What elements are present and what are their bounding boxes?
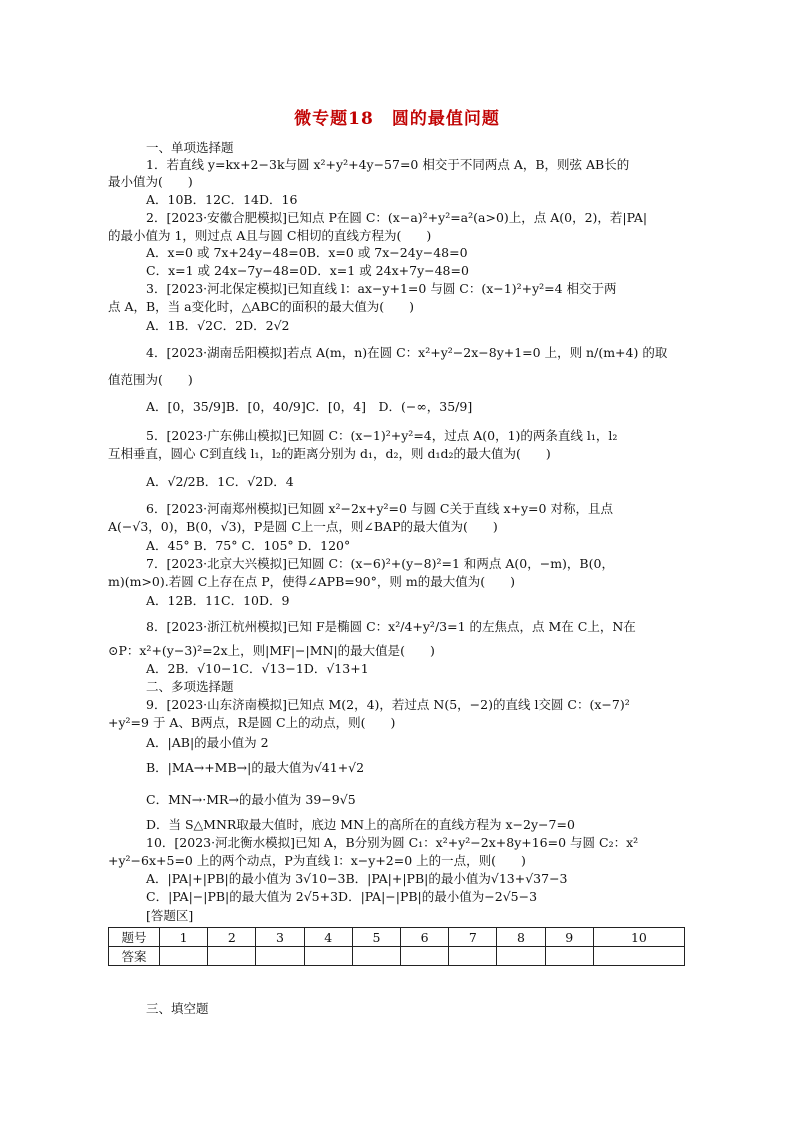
question-5-line-1: 5．[2023·广东佛山模拟]已知圆 C：(x−1)²+y²=4，过点 A(0，1)的两条直线 l₁，l₂	[146, 428, 618, 443]
section-heading-multi: 二、多项选择题	[146, 679, 234, 694]
question-8-options: A．2B．√10−1C．√13−1D．√13+1	[146, 661, 369, 676]
question-4-options: A．[0，35/9]B．[0，40/9]C．[0，4] D．(−∞，35/9]	[146, 399, 473, 414]
question-5-options: A．√2/2B．1C．√2D．4	[146, 474, 294, 489]
question-10-options-1: A．|PA|+|PB|的最小值为 3√10−3B．|PA|+|PB|的最小值为√13+√37−3	[146, 871, 568, 886]
answer-cell-1[interactable]	[160, 947, 208, 966]
answer-area-label: [答题区]	[146, 908, 194, 923]
col-header-6: 6	[401, 928, 449, 947]
answer-cell-10[interactable]	[593, 947, 684, 966]
question-9-line-2: +y²=9 于 A、B两点，R是圆 C上的动点，则( )	[108, 715, 396, 730]
question-2-line-1: 2．[2023·安徽合肥模拟]已知点 P在圆 C：(x−a)²+y²=a²(a>0)上，点 A(0，2)，若|PA|	[146, 210, 648, 225]
question-2-options-1: A．x=0 或 7x+24y−48=0B．x=0 或 7x−24y−48=0	[146, 245, 468, 260]
answer-cell-8[interactable]	[497, 947, 545, 966]
question-1-line-1: 1．若直线 y=kx+2−3k与圆 x²+y²+4y−57=0 相交于不同两点 A，B，则弦 AB长的	[146, 157, 630, 172]
question-4-line-1: 4．[2023·湖南岳阳模拟]若点 A(m，n)在圆 C：x²+y²−2x−8y+1=0 上，则 n/(m+4) 的取	[146, 345, 668, 360]
col-header-10: 10	[593, 928, 684, 947]
row-label-question-number: 题号	[109, 928, 160, 947]
col-header-8: 8	[497, 928, 545, 947]
question-3-line-2: 点 A，B，当 a变化时，△ABC的面积的最大值为( )	[108, 299, 414, 314]
col-header-5: 5	[352, 928, 400, 947]
question-7-options: A．12B．11C．10D．9	[146, 593, 290, 608]
answer-cell-9[interactable]	[545, 947, 593, 966]
question-9-option-b: B．|MA→+MB→|的最大值为√41+√2	[146, 760, 365, 775]
question-9-option-c: C．MN→·MR→的最小值为 39−9√5	[146, 792, 356, 807]
question-6-options: A．45° B．75° C．105° D．120°	[146, 538, 351, 553]
question-9-option-d: D．当 S△MNR取最大值时，底边 MN上的高所在的直线方程为 x−2y−7=0	[146, 817, 575, 832]
question-10-options-2: C．|PA|−|PB|的最大值为 2√5+3D．|PA|−|PB|的最小值为−2√5−3	[146, 889, 538, 904]
page-title: 微专题18 圆的最值问题	[294, 109, 500, 129]
question-7-line-1: 7．[2023·北京大兴模拟]已知圆 C：(x−6)²+(y−8)²=1 和两点 A(0，−m)，B(0，	[146, 556, 614, 571]
question-6-line-1: 6．[2023·河南郑州模拟]已知圆 x²−2x+y²=0 与圆 C关于直线 x+y=0 对称，且点	[146, 501, 613, 516]
row-label-answer: 答案	[109, 947, 160, 966]
question-7-line-2: m)(m>0).若圆 C上存在点 P，使得∠APB=90°，则 m的最大值为( )	[108, 574, 515, 589]
col-header-4: 4	[304, 928, 352, 947]
col-header-9: 9	[545, 928, 593, 947]
question-1-options: A．10B．12C．14D．16	[146, 192, 298, 207]
answer-cell-4[interactable]	[304, 947, 352, 966]
question-3-options: A．1B．√2C．2D．2√2	[146, 318, 290, 333]
question-10-line-1: 10．[2023·河北衡水模拟]已知 A，B分别为圆 C₁：x²+y²−2x+8y+16=0 与圆 C₂：x²	[146, 835, 639, 850]
question-2-line-2: 的最小值为 1，则过点 A且与圆 C相切的直线方程为( )	[108, 228, 432, 243]
answer-table	[108, 927, 685, 966]
answer-cell-6[interactable]	[401, 947, 449, 966]
question-10-line-2: +y²−6x+5=0 上的两个动点，P为直线 l：x−y+2=0 上的一点，则( )	[108, 853, 526, 868]
question-1-line-2: 最小值为( )	[108, 174, 193, 189]
question-5-line-2: 互相垂直，圆心 C到直线 l₁，l₂的距离分别为 d₁，d₂，则 d₁d₂的最大值为( )	[108, 446, 551, 461]
question-4-line-2: 值范围为( )	[108, 372, 193, 387]
question-2-options-2: C．x=1 或 24x−7y−48=0D．x=1 或 24x+7y−48=0	[146, 263, 469, 278]
answer-table-header-row	[109, 928, 685, 947]
section-heading-fill: 三、填空题	[146, 1001, 209, 1016]
section-heading-single: 一、单项选择题	[146, 140, 234, 155]
answer-cell-3[interactable]	[256, 947, 304, 966]
answer-cell-5[interactable]	[352, 947, 400, 966]
question-8-line-1: 8．[2023·浙江杭州模拟]已知 F是椭圆 C：x²/4+y²/3=1 的左焦点，点 M在 C上，N在	[146, 619, 636, 634]
question-8-line-2: ⊙P：x²+(y−3)²=2x上，则|MF|−|MN|的最大值是( )	[108, 643, 435, 658]
answer-table-answer-row	[109, 947, 685, 966]
question-3-line-1: 3．[2023·河北保定模拟]已知直线 l：ax−y+1=0 与圆 C：(x−1)²+y²=4 相交于两	[146, 281, 617, 296]
question-6-line-2: A(−√3，0)，B(0，√3)，P是圆 C上一点，则∠BAP的最大值为( )	[108, 519, 498, 534]
col-header-3: 3	[256, 928, 304, 947]
answer-cell-7[interactable]	[449, 947, 497, 966]
col-header-7: 7	[449, 928, 497, 947]
answer-cell-2[interactable]	[208, 947, 256, 966]
col-header-2: 2	[208, 928, 256, 947]
question-9-option-a: A．|AB|的最小值为 2	[146, 735, 269, 750]
question-9-line-1: 9．[2023·山东济南模拟]已知点 M(2，4)，若过点 N(5，−2)的直线 l交圆 C：(x−7)²	[146, 697, 630, 712]
col-header-1: 1	[160, 928, 208, 947]
